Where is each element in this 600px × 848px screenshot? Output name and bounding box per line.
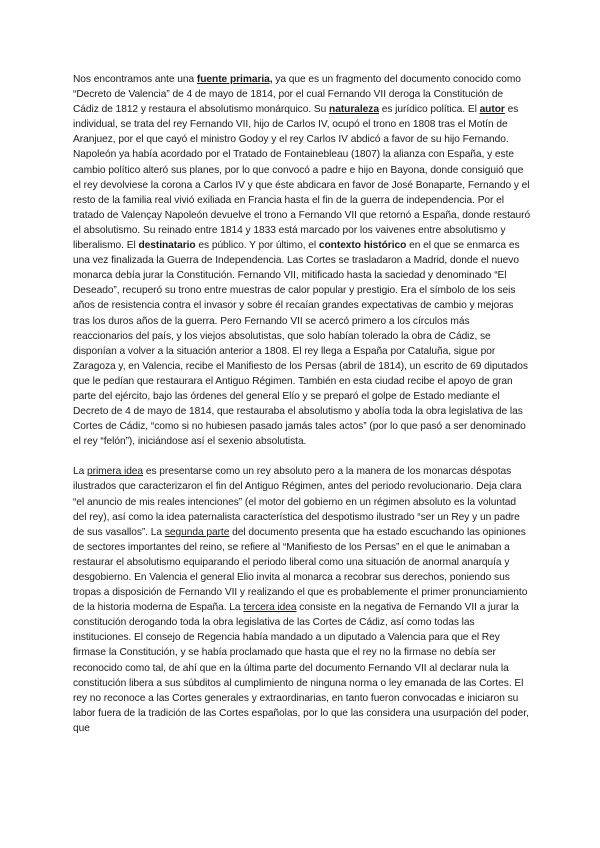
document-page <box>73 72 531 736</box>
text-run: Nos encontramos ante una <box>73 74 197 85</box>
emphasized-term: naturaleza <box>329 104 379 116</box>
text-run: en el que se enmarca es una vez finalizada la Guerra de Independencia. Las Cortes se trasladaron a Madrid, donde el nuevo monarca debía jurar la Constitución. Fernando VII, mitificado hasta la saciedad y denominado “El Deseado”, recuperó su trono entre muestras de calor popular y prestigio. Era el símbolo de los seis años de resistencia contra el invasor y sobre él recaían grandes expectativas de cambio y mejoras tras los duros años de la guerra. Pero Fernando VII se acercó primero a los círculos más reaccionarios del país, y los viejos absolutistas, que solo habían tolerado la obra de Cádiz, se disponían a volver a la situación anterior a 1808. El rey llega a España por Cataluña, sigue por Zaragoza y, en Valencia, recibe el Manifiesto de los Persas (abril de 1814), un escrito de 69 diputados que le pedían que restaurara el Antiguo Régimen. También en esta ciudad recibe el apoyo de gran parte del ejército, bajo las órdenes del general Elío y se preparó el golpe de Estado mediante el Decreto de 4 de mayo de 1814, que restauraba el absolutismo y abolía toda la obra legislativa de las Cortes de Cádiz, “como si no hubiesen pasado jamás tales actos” (por lo que pasó a ser denominado el rey “felón”), iniciándose así el sexenio absolutista. <box>73 240 528 448</box>
paragraph-introduction <box>73 72 531 449</box>
text-run: del documento presenta que ha estado escuchando las opiniones de sectores importantes del reino, se refiere al “Manifiesto de los Persas” en el que le animaban a restaurar el absolutismo equiparando el periodo liberal como una situación de anormal anarquía y desgobierno. En Valencia el general Elio invita al monarca a recobrar sus derechos, poniendo sus tropas a disposición de Fernando VII y realizando el que es probablemente el primer pronunciamiento de la historia moderna de España. La <box>73 526 528 614</box>
emphasized-term: autor <box>479 104 505 116</box>
text-run: es jurídico política. El <box>378 104 480 116</box>
text-run: consiste en la negativa de Fernando VII a jurar la constitución derogando toda la obra legislativa de las Cortes de Cádiz, así como todas las instituciones. El consejo de Regencia había mandado a un diputado a Valencia para que el Rey firmase la Constitución, y se había proclamado que hasta que el rey no la firmase no debía ser reconocido como tal, de ahí que en la última parte del documento Fernando VII al declarar nula la constitución libera a sus súbditos al cumplimiento de ninguna norma o ley emanada de las Cortes. El rey no reconoce a las Cortes generales y extraordinarias, en tanto fueron convocadas e iniciaron su labor fuera de la tradición de las Cortes españolas, por lo que las considera una usurpación del poder, que <box>73 602 529 734</box>
emphasized-term: primera idea <box>87 466 144 478</box>
emphasized-term: fuente primaria, <box>196 74 273 85</box>
emphasized-term: tercera idea <box>243 602 297 614</box>
text-run: es individual, se trata del rey Fernando VII, hijo de Carlos IV, ocupó el trono en 1808 tras el Motín de Aranjuez, por el que cayó el ministro Godoy y el rey Carlos IV abdicó a favor de su hijo Fernando. Napoleón ya había acordado por el Tratado de Fontainebleau (1807) la alianza con España, y este cambio político alteró sus planes, por lo que convocó a padre e hijo en Bayona, donde consiguió que el rey devolviese la corona a Carlos IV y que éste abdicara en favor de José Bonaparte, Fernando y el resto de la familia real vivió exiliada en Francia hasta el fin de la guerra de independencia. Por el tratado de Valençay Napoleón devuelve el trono a Fernando VII que retornó a España, donde restauró el absolutismo. Su reinado entre 1814 y 1833 está marcado por los vaivenes entre absolutismo y liberalismo. El <box>73 104 531 252</box>
emphasized-term: destinatario <box>138 240 196 252</box>
text-run: es público. Y por último, el <box>195 240 319 252</box>
text-run: ya que es un fragmento del documento conocido como “Decreto de Valencia” de 4 de mayo de 1814, por el cual Fernando VII deroga la Constitución de Cádiz de 1812 y restaura el absolutismo monárquico. Su <box>73 74 521 116</box>
text-run: La <box>73 466 88 478</box>
text-run: es presentarse como un rey absoluto pero a la manera de los monarcas déspotas ilustrados que caracterizaron el fin del Antiguo Régimen, antes del periodo revolucionario. Deja clara “el anuncio de mis reales intenciones” (el motor del gobierno en un régimen absoluto es la voluntad del rey), así como la idea paternalista característica del despotismo ilustrado “ser un Rey y un padre de sus vasallos”. La <box>73 466 522 538</box>
paragraph-analysis <box>73 464 531 736</box>
emphasized-term: contexto histórico <box>318 240 407 252</box>
emphasized-term: segunda parte <box>164 526 230 538</box>
